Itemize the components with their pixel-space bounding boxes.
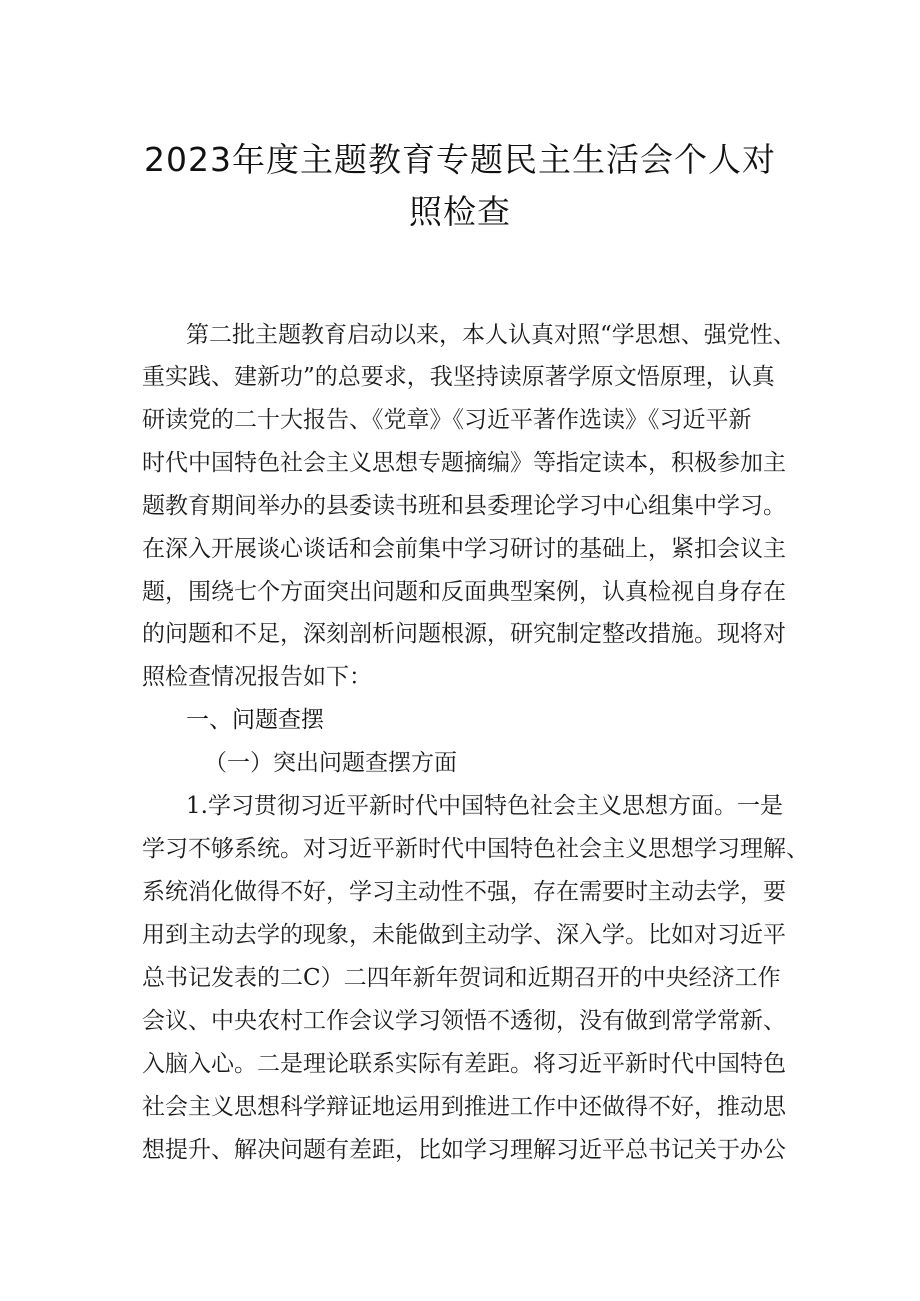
document-title-line-2: 照检查 — [409, 192, 511, 231]
item-paragraph-line: 会议、中央农村工作会议学习领悟不透彻，没有做到常学常新、 — [142, 1008, 786, 1034]
intro-paragraph-line: 题教育期间举办的县委读书班和县委理论学习中心组集中学习。 — [142, 493, 786, 519]
item-paragraph-line: 总书记发表的二C）二四年新年贺词和近期召开的中央经济工作 — [142, 965, 781, 991]
intro-paragraph-line: 时代中国特色社会主义思想专题摘编》等指定读本，积极参加主 — [142, 450, 786, 476]
item-paragraph-line: 想提升、解决问题有差距，比如学习理解习近平总书记关于办公 — [142, 1137, 786, 1163]
intro-paragraph-line: 第二批主题教育启动以来，本人认真对照“学思想、强党性、 — [186, 322, 796, 348]
document-title-line-1: 2023年度主题教育专题民主生活会个人对 — [144, 140, 776, 179]
intro-paragraph-line: 在深入开展谈心谈话和会前集中学习研讨的基础上，紧扣会议主 — [142, 536, 786, 562]
intro-paragraph-line: 研读党的二十大报告、《党章》《习近平著作选读》《习近平新 — [142, 407, 752, 433]
section-heading: 一、问题查摆 — [186, 707, 324, 733]
item-paragraph-line: 用到主动去学的现象，未能做到主动学、深入学。比如对习近平 — [142, 922, 786, 948]
intro-paragraph-line: 重实践、建新功”的总要求，我坚持读原著学原文悟原理，认真 — [142, 364, 775, 390]
item-paragraph-line: 1.学习贯彻习近平新时代中国特色社会主义思想方面。一是 — [186, 793, 783, 819]
intro-paragraph-line: 题，围绕七个方面突出问题和反面典型案例，认真检视自身存在 — [142, 579, 786, 605]
subsection-heading: （一）突出问题查摆方面 — [204, 750, 457, 776]
item-paragraph-line: 学习不够系统。对习近平新时代中国特色社会主义思想学习理解、 — [142, 836, 809, 862]
item-paragraph-line: 社会主义思想科学辩证地运用到推进工作中还做得不好，推动思 — [142, 1094, 786, 1120]
item-paragraph-line: 入脑入心。二是理论联系实际有差距。将习近平新时代中国特色 — [142, 1051, 786, 1077]
item-paragraph-line: 系统消化做得不好，学习主动性不强，存在需要时主动去学，要 — [142, 879, 786, 905]
intro-paragraph-line: 照检查情况报告如下： — [142, 664, 372, 690]
intro-paragraph-line: 的问题和不足，深刻剖析问题根源，研究制定整改措施。现将对 — [142, 621, 786, 647]
